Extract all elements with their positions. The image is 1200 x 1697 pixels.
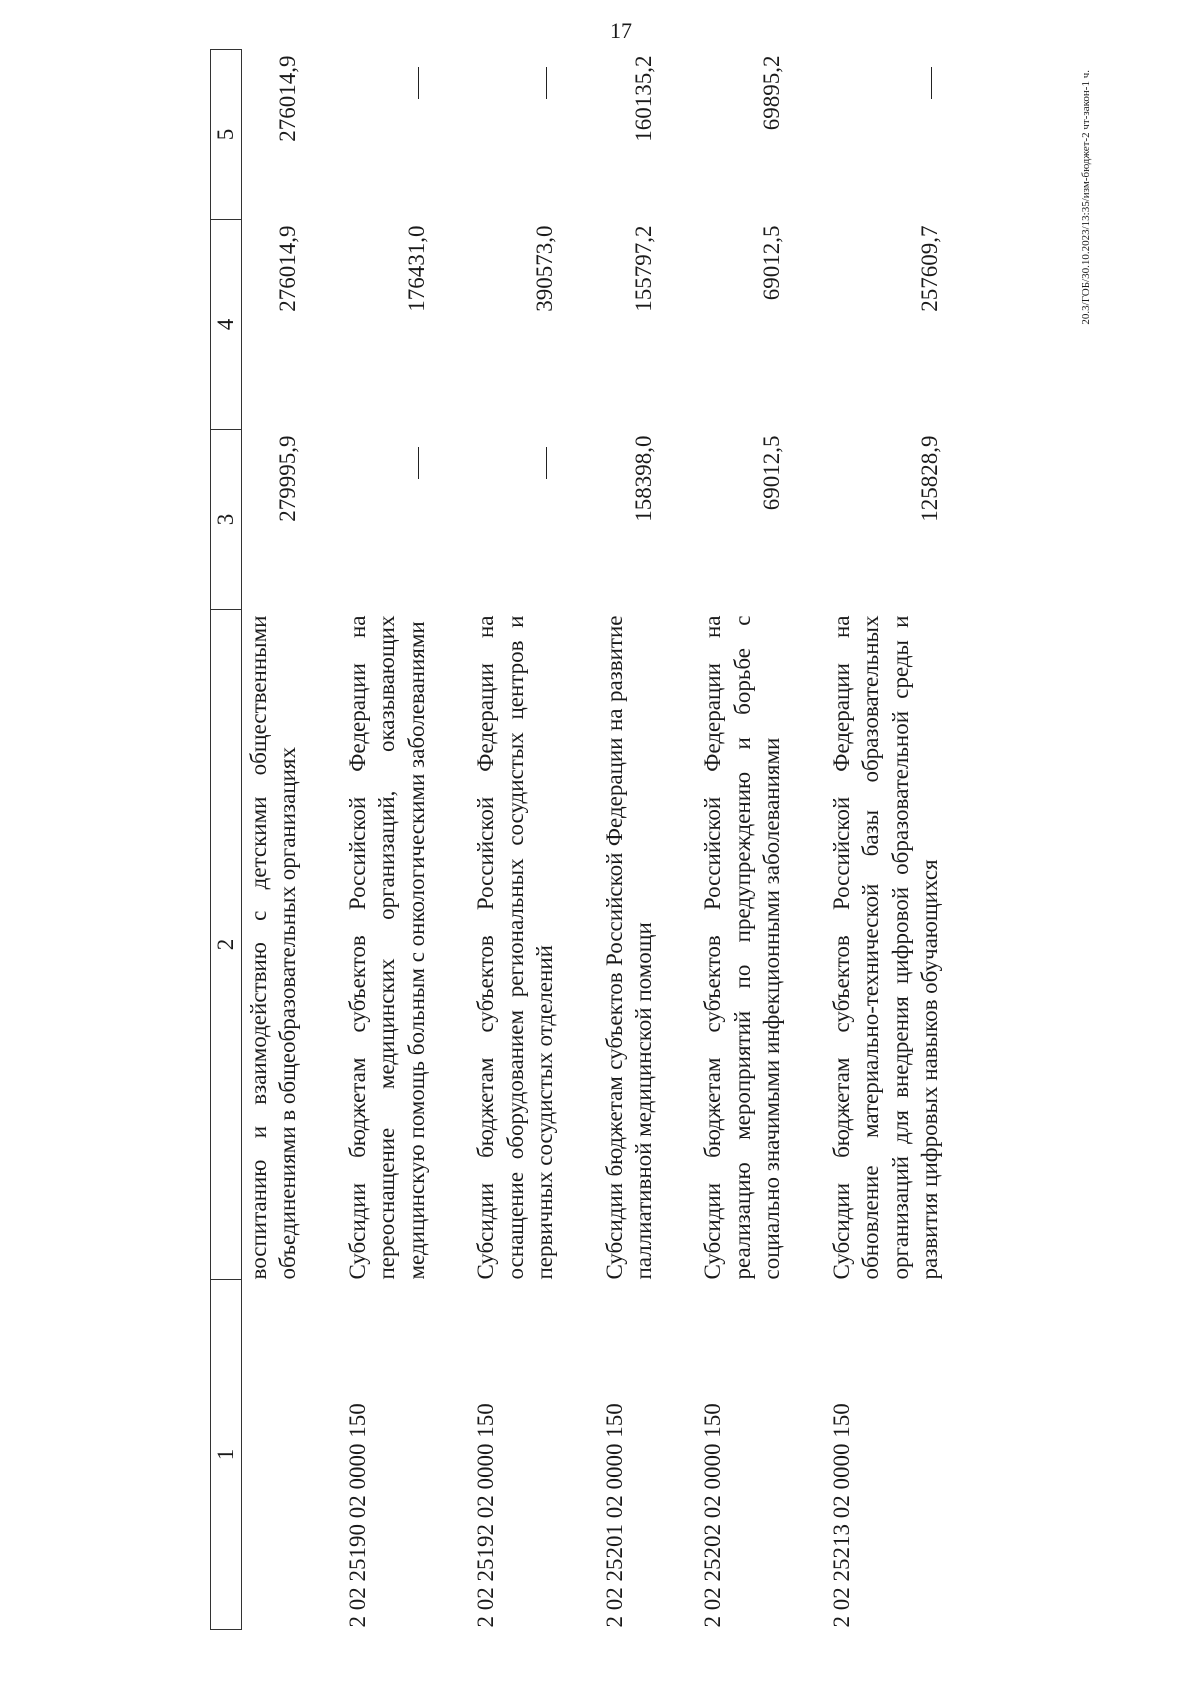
table-row (658, 50, 786, 1630)
empty-value-dash (546, 448, 547, 480)
table-row (431, 50, 559, 1630)
code-cell: 2 02 25213 02 0000 150 (828, 1403, 854, 1628)
budget-table (210, 49, 944, 1630)
empty-value-dash (418, 448, 419, 480)
description-cell: Субсидии бюджетам субъектов Российской Федерации на обновление материально-технической базы образовательных организаций для внедрения цифровой образовательной среды и развития цифровых навыков обучающихся (828, 615, 942, 1280)
value-cell-col3: 125828,9 (917, 435, 942, 522)
code-cell: 2 02 25202 02 0000 150 (700, 1403, 726, 1628)
rotated-landscape-page (40, 50, 1170, 1630)
table-row (560, 50, 659, 1630)
value-cell-col4: 69012,5 (759, 225, 785, 301)
empty-value-dash (546, 68, 547, 100)
description-cell: Субсидии бюджетам субъектов Российской Федерации на реализацию мероприятий по предупреждению и борьбе с социально значимыми инфекционными заболеваниями (700, 615, 785, 1280)
value-cell-col3 (303, 430, 431, 610)
empty-value-dash (418, 68, 419, 100)
value-cell-col3 (431, 430, 559, 610)
document-code-footer: 20.3/ГОБ/30.10.2023/13:35/изм-бюджет-2 чт-закон-1 ч. (1080, 70, 1092, 325)
table-header (211, 50, 242, 1630)
value-cell-col3: 279995,9 (275, 435, 301, 522)
value-cell-col4: 155797,2 (630, 225, 656, 312)
value-cell-col5 (431, 50, 559, 220)
page-number: 17 (610, 18, 632, 43)
value-cell-col3: 158398,0 (630, 435, 656, 522)
value-cell-col5 (787, 50, 945, 220)
table-row (242, 50, 303, 1630)
description-cell: Субсидии бюджетам субъектов Российской Федерации на развитие паллиативной медицинской помощи (601, 615, 656, 1280)
empty-value-dash (931, 68, 932, 100)
value-cell-col3: 69012,5 (759, 435, 785, 511)
code-cell (242, 1280, 303, 1630)
column-header: 3 (211, 430, 242, 610)
code-cell: 2 02 25192 02 0000 150 (473, 1403, 499, 1628)
value-cell-col5: 69895,2 (759, 55, 785, 131)
value-cell-col4: 257609,7 (917, 225, 942, 312)
column-header: 2 (211, 610, 242, 1280)
value-cell-col5 (303, 50, 431, 220)
column-header: 4 (211, 220, 242, 430)
value-cell-col5: 276014,9 (275, 55, 301, 142)
column-header: 1 (211, 1280, 242, 1630)
description-cell: Субсидии бюджетам субъектов Российской Федерации на оснащение оборудованием региональных сосудистых центров и первичных сосудистых отделений (473, 615, 558, 1280)
table-row (787, 50, 945, 1630)
table-body (242, 50, 945, 1630)
code-cell: 2 02 25190 02 0000 150 (344, 1403, 370, 1628)
value-cell-col4: 276014,9 (275, 225, 301, 312)
code-cell: 2 02 25201 02 0000 150 (601, 1403, 627, 1628)
description-cell: воспитанию и взаимодействию с детскими общественными объединениями в общеобразовательных организациях (246, 615, 301, 1280)
value-cell-col4: 390573,0 (532, 225, 558, 312)
table-row (303, 50, 431, 1630)
value-cell-col4: 176431,0 (403, 225, 429, 312)
description-cell: Субсидии бюджетам субъектов Российской Федерации на переоснащение медицинских организаций, оказывающих медицинскую помощь больным с онкологическими заболеваниями (344, 615, 429, 1280)
column-header: 5 (211, 50, 242, 220)
value-cell-col5: 160135,2 (630, 55, 656, 142)
